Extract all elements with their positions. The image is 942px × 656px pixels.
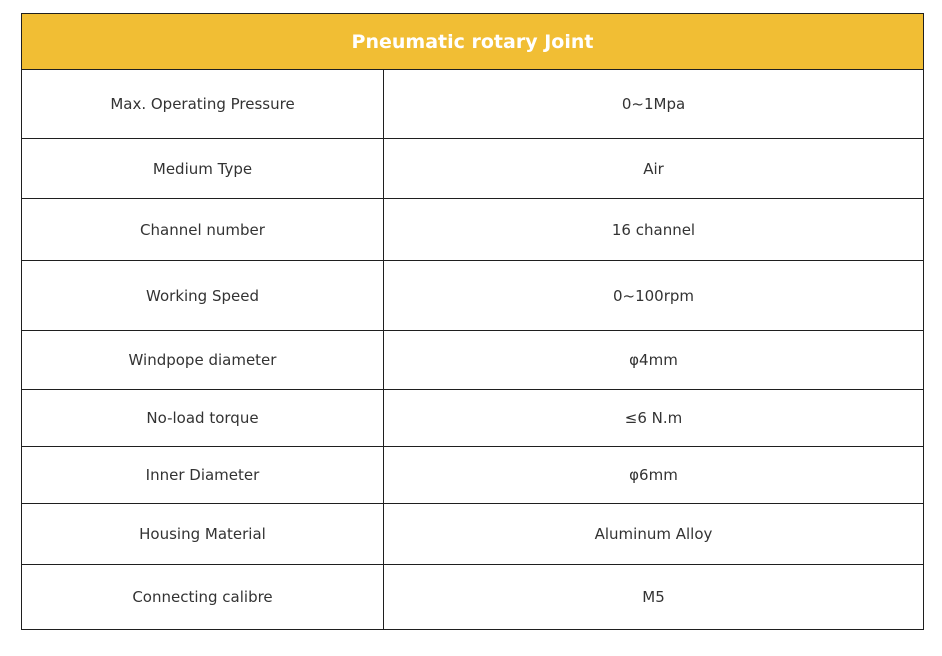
spec-value: φ6mm — [384, 447, 924, 504]
table-row — [22, 504, 924, 565]
spec-value: Aluminum Alloy — [384, 504, 924, 565]
table-row — [22, 199, 924, 261]
table-row — [22, 331, 924, 390]
spec-label: Working Speed — [22, 261, 384, 331]
table-row — [22, 447, 924, 504]
table-header-row — [22, 14, 924, 70]
spec-value: φ4mm — [384, 331, 924, 390]
spec-value: 0~1Mpa — [384, 70, 924, 139]
table-row — [22, 565, 924, 630]
table-title: Pneumatic rotary Joint — [22, 14, 924, 70]
spec-value: ≤6 N.m — [384, 390, 924, 447]
spec-label: Inner Diameter — [22, 447, 384, 504]
spec-label: Connecting calibre — [22, 565, 384, 630]
spec-label: Medium Type — [22, 139, 384, 199]
spec-value: M5 — [384, 565, 924, 630]
table-row — [22, 139, 924, 199]
spec-label: Windpope diameter — [22, 331, 384, 390]
spec-table — [21, 13, 924, 630]
table-row — [22, 390, 924, 447]
table-row — [22, 261, 924, 331]
spec-label: Max. Operating Pressure — [22, 70, 384, 139]
spec-value: 16 channel — [384, 199, 924, 261]
table-row — [22, 70, 924, 139]
spec-value: Air — [384, 139, 924, 199]
spec-label: Channel number — [22, 199, 384, 261]
spec-label: Housing Material — [22, 504, 384, 565]
spec-label: No-load torque — [22, 390, 384, 447]
spec-value: 0~100rpm — [384, 261, 924, 331]
